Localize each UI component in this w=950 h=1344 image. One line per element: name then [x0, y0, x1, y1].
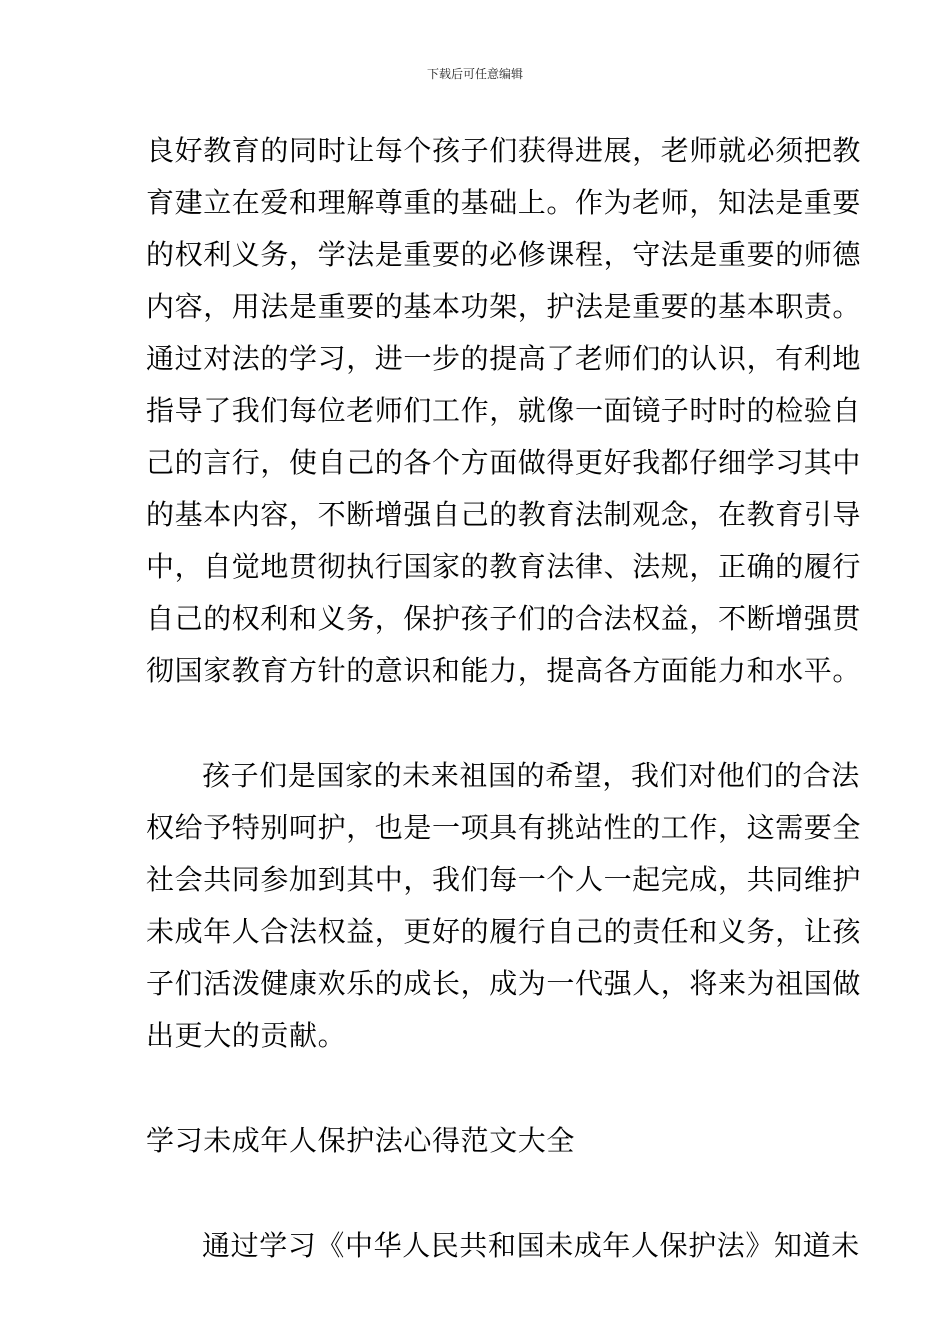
paragraph-1-line: 己的言行，使自己的各个方面做得更好我都仔细学习其中 [146, 446, 862, 479]
paragraph-2-line: 权给予特别呵护，也是一项具有挑站性的工作，这需要全 [146, 811, 862, 844]
paragraph-1-line: 通过对法的学习，进一步的提高了老师们的认识，有利地 [146, 342, 862, 375]
paragraph-1-line: 的基本内容，不断增强自己的教育法制观念，在教育引导 [146, 498, 862, 531]
paragraph-1-line: 育建立在爱和理解尊重的基础上。作为老师，知法是重要 [146, 186, 862, 219]
paragraph-1-line: 自己的权利和义务，保护孩子们的合法权益，不断增强贯 [146, 602, 862, 635]
paragraph-2-line: 未成年人合法权益，更好的履行自己的责任和义务，让孩 [146, 915, 862, 948]
paragraph-1-line: 的权利义务，学法是重要的必修课程，守法是重要的师德 [146, 238, 862, 271]
paragraph-2-line: 孩子们是国家的未来祖国的希望，我们对他们的合法 [202, 759, 860, 792]
section-title: 学习未成年人保护法心得范文大全 [146, 1124, 576, 1157]
paragraph-3-line: 通过学习《中华人民共和国未成年人保护法》知道未 [202, 1229, 860, 1262]
paragraph-1-line: 中，自觉地贯彻执行国家的教育法律、法规，正确的履行 [146, 550, 862, 583]
paragraph-2-line: 出更大的贡献。 [146, 1019, 347, 1052]
paragraph-1-line: 彻国家教育方针的意识和能力，提高各方面能力和水平。 [146, 654, 862, 687]
paragraph-1-line: 内容，用法是重要的基本功架，护法是重要的基本职责。 [146, 290, 862, 323]
paragraph-2-line: 社会共同参加到其中，我们每一个人一起完成，共同维护 [146, 863, 862, 896]
header-note: 下载后可任意编辑 [426, 67, 523, 81]
paragraph-1-line: 良好教育的同时让每个孩子们获得进展，老师就必须把教 [146, 134, 862, 167]
paragraph-1-line: 指导了我们每位老师们工作，就像一面镜子时时的检验自 [146, 394, 862, 427]
paragraph-2-line: 子们活泼健康欢乐的成长，成为一代强人，将来为祖国做 [146, 967, 862, 1000]
